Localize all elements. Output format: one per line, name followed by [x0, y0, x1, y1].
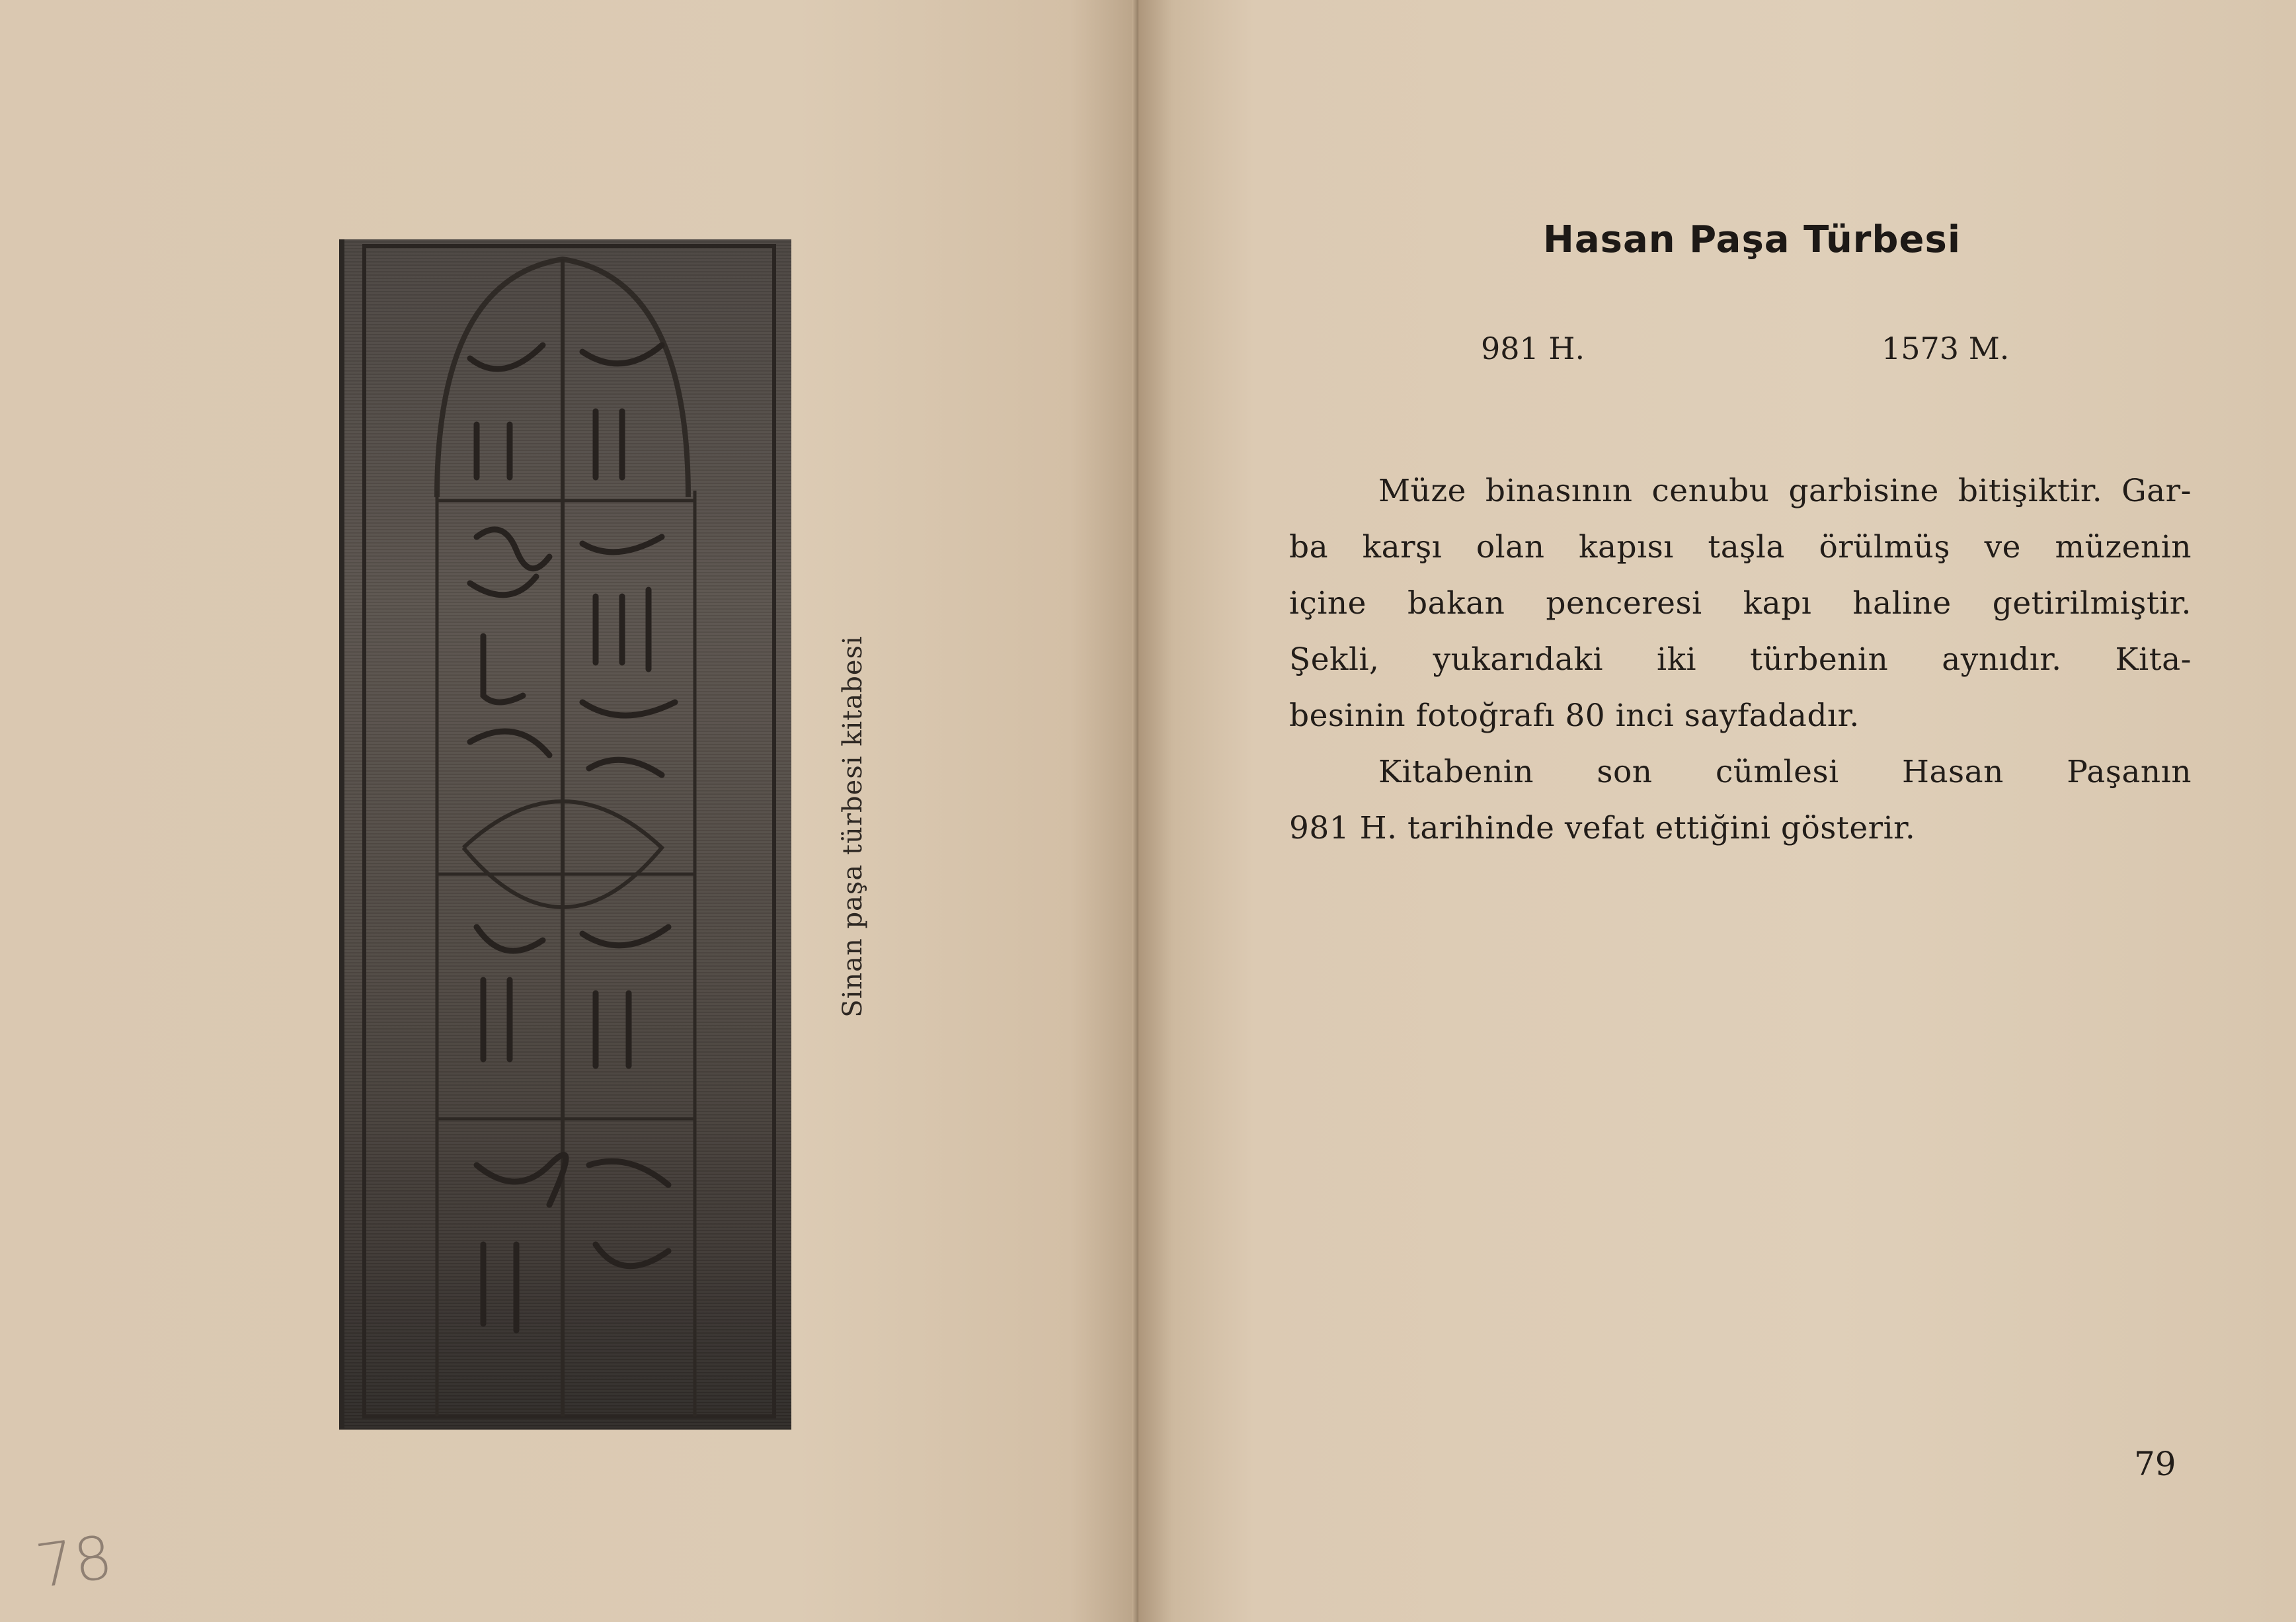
section-title: Hasan Paşa Türbesi [1542, 218, 1961, 261]
photo-caption-container [826, 602, 879, 1051]
paragraph-line: Kitabenin son cümlesi Hasan Paşanın [1378, 754, 2192, 790]
calligraphy-panel [344, 239, 791, 1430]
body-text [1289, 463, 2192, 856]
photo-caption: Sinan paşa türbesi kitabesi [838, 635, 868, 1018]
left-page [0, 0, 1138, 1622]
handwritten-page-number: 78 [32, 1522, 117, 1602]
date-gregorian: 1573 M. [1881, 331, 2010, 366]
paragraph-line: Müze binasının cenubu garbisine bitişiktir. Gar- [1378, 473, 2192, 509]
paragraph-line: ba karşı olan kapısı taşla örülmüş ve müzenin [1289, 529, 2192, 565]
paragraph-line: içine bakan penceresi kapı haline getirilmiştir. [1289, 585, 2192, 622]
page-number: 79 [2134, 1445, 2176, 1483]
inscription-photo [339, 239, 791, 1430]
paragraph-line: Şekli, yukarıdaki iki türbenin aynıdır. Kita- [1289, 641, 2192, 678]
date-hijri: 981 H. [1481, 331, 1585, 366]
paragraph-line: besinin fotoğrafı 80 inci sayfadadır. [1289, 698, 1860, 734]
paragraph-line: 981 H. tarihinde vefat ettiğini gösterir. [1289, 810, 1916, 846]
